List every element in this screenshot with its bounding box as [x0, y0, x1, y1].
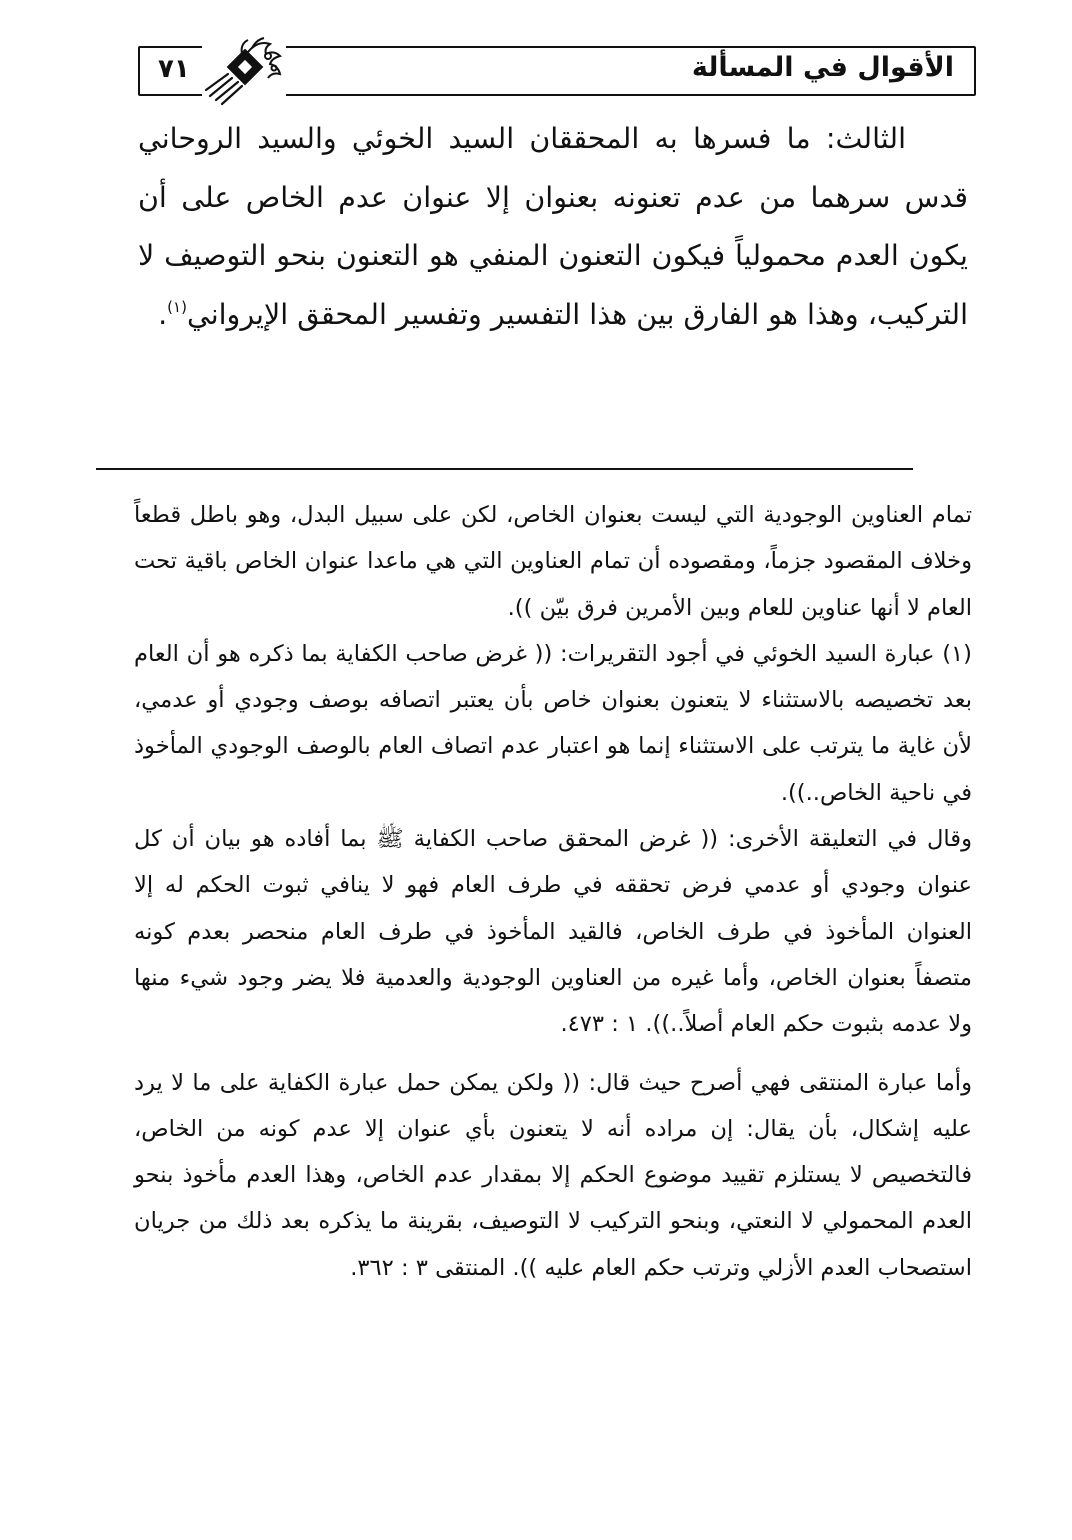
running-header — [138, 46, 976, 96]
footnote-reference: (١) — [167, 297, 187, 316]
running-title: الأقوال في المسألة — [691, 52, 954, 83]
footnote-1: (١) عبارة السيد الخوئي في أجود التقريرات: (( غرض صاحب الكفاية بما ذكره هو أن العام بعد تخصيصه بالاستثناء لا يتعنون بعنوان خاص بأن يعتبر اتصافه بوصف وجودي أو عدمي، لأن غاية ما يترتب على الاستثناء إنما هو اعتبار عدم اتصاف العام بالوصف الوجودي المأخوذ في ناحية الخاص..)). — [134, 640, 972, 806]
paragraph-end: . — [158, 297, 168, 331]
floral-ornament-icon — [202, 34, 286, 106]
footnotes-block — [134, 492, 972, 1291]
footnote-1-third-quote: وأما عبارة المنتقى فهي أصرح حيث قال: (( ولكن يمكن حمل عبارة الكفاية على ما لا يرد عليه إشكال، بأن يقال: إن مراده أنه لا يتعنون بأي عنوان إلا عدم كونه من الخاص، فالتخصيص لا يستلزم تقييد موضوع الحكم إلا بمقدار عدم الخاص، وهذا العدم مأخوذ بنحو العدم المحمولي لا النعتي، وبنحو التركيب لا التوصيف، بقرينة ما يذكره بعد ذلك من جريان استصحاب العدم الأزلي وترتب حكم العام عليه )). المنتقى ٣ : ٣٦٢. — [134, 1069, 972, 1281]
footnote-separator — [96, 468, 913, 470]
footnote-continuation: تمام العناوين الوجودية التي ليست بعنوان الخاص، لكن على سبيل البدل، وهو باطل قطعاً وخلاف المقصود جزماً، ومقصوده أن تمام العناوين التي هي ماعدا عنوان الخاص باقية تحت العام لا أنها عناوين للعام وبين الأمرين فرق بيّن )). — [134, 502, 972, 621]
main-paragraph-text: الثالث: ما فسرها به المحققان السيد الخوئي والسيد الروحاني قدس سرهما من عدم تعنونه بعنوان إلا عنوان عدم الخاص على أن يكون العدم محمولياً فيكون التعنون المنفي هو التعنون بنحو التوصيف لا التركيب، وهذا هو الفارق بين هذا التفسير وتفسير المحقق الإيرواني — [138, 122, 968, 331]
footnote-1-second-quote: وقال في التعليقة الأخرى: (( غرض المحقق صاحب الكفاية ﷺ بما أفاده هو بيان أن كل عنوان وجودي أو عدمي فرض تحققه في طرف العام فهو لا ينافي ثبوت الحكم له إلا العنوان المأخوذ في طرف الخاص، فالقيد المأخوذ في طرف العام منحصر بعدم كونه متصفاً بعنوان الخاص، وأما غيره من العناوين الوجودية والعدمية فلا يضر وجود شيء منها ولا عدمه بثبوت حكم العام أصلاً..)). ١ : ٤٧٣. — [134, 826, 972, 1038]
main-body — [138, 110, 968, 344]
main-paragraph — [138, 110, 968, 344]
page-number: ٧١ — [158, 54, 190, 84]
